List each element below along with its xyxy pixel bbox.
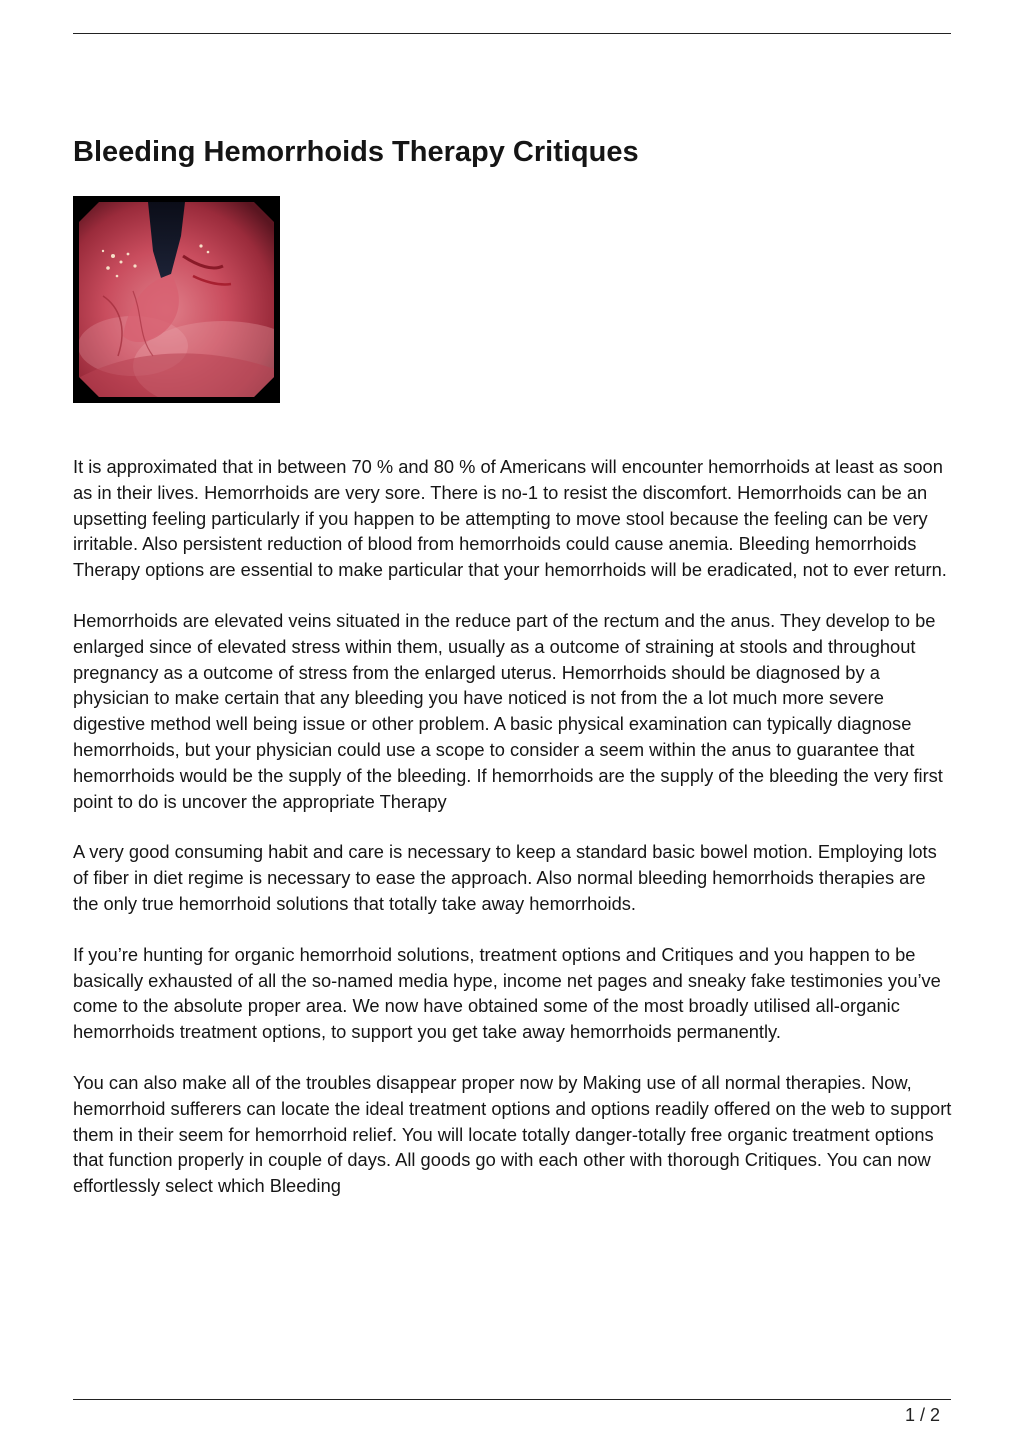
paragraph-1: It is approximated that in between 70 % and 80 % of Americans will encounter hemorrhoids at least as soon as in their lives. Hemorrhoids are very sore. There is no-1 to resist the discomfort. Hemorrhoids can be an upsetting feeling particularly if you happen to be attempting to move stool because the feeling can be very irritable. Also persistent reduction of blood from hemorrhoids could cause anemia. Bleeding hemorrhoids Therapy options are essential to make particular that your hemorrhoids will be eradicated, not to ever return. (73, 456, 947, 581)
paragraph-3: A very good consuming habit and care is necessary to keep a standard basic bowel motion. Employing lots of fiber in diet regime is necessary to ease the approach. Also normal bleeding hemorrhoids therapies are the only true hemorrhoid solutions that totally take away hemorrhoids. (73, 841, 937, 914)
paragraph-2: Hemorrhoids are elevated veins situated in the reduce part of the rectum and the anus. They develop to be enlarged since of elevated stress within them, usually as a outcome of straining at stools and throughout pregnancy as a outcome of stress from the enlarged uterus. Hemorrhoids should be diagnosed by a physician to make certain that any bleeding you have noticed is not from the a lot much more severe digestive method well being issue or other problem. A basic physical examination can typically diagnose hemorrhoids, but your physician could use a scope to consider a seem within the anus to guarantee that hemorrhoids would be the supply of the bleeding. If hemorrhoids are the supply of the bleeding the very first point to do is uncover the appropriate Therapy (73, 609, 943, 812)
header-rule (73, 33, 951, 34)
document-body (73, 454, 953, 1224)
paragraph-5: You can also make all of the troubles disappear proper now by Making use of all normal therapies. Now, hemorrhoid sufferers can locate the ideal treatment options and options readily offered on the web to support them in their seem for hemorrhoid relief. You will locate totally danger-totally free organic treatment options that function properly in couple of days. All goods go with each other with thorough Critiques. You can now effortlessly select which Bleeding (73, 1071, 952, 1197)
page-number: 1 / 2 (904, 1405, 940, 1425)
footer-rule (73, 1399, 951, 1400)
document-title: Bleeding Hemorrhoids Therapy Critiques (73, 136, 639, 168)
paragraph-4: If you’re hunting for organic hemorrhoid solutions, treatment options and Critiques and you happen to be basically exhausted of all the so-named media hype, income net pages and sneaky fake testimonies you’ve come to the absolute proper area. We now have obtained some of the most broadly utilised all-organic hemorrhoids treatment options, to support you get take away hemorrhoids permanently. (73, 943, 941, 1043)
endoscopy-photo (73, 196, 280, 403)
